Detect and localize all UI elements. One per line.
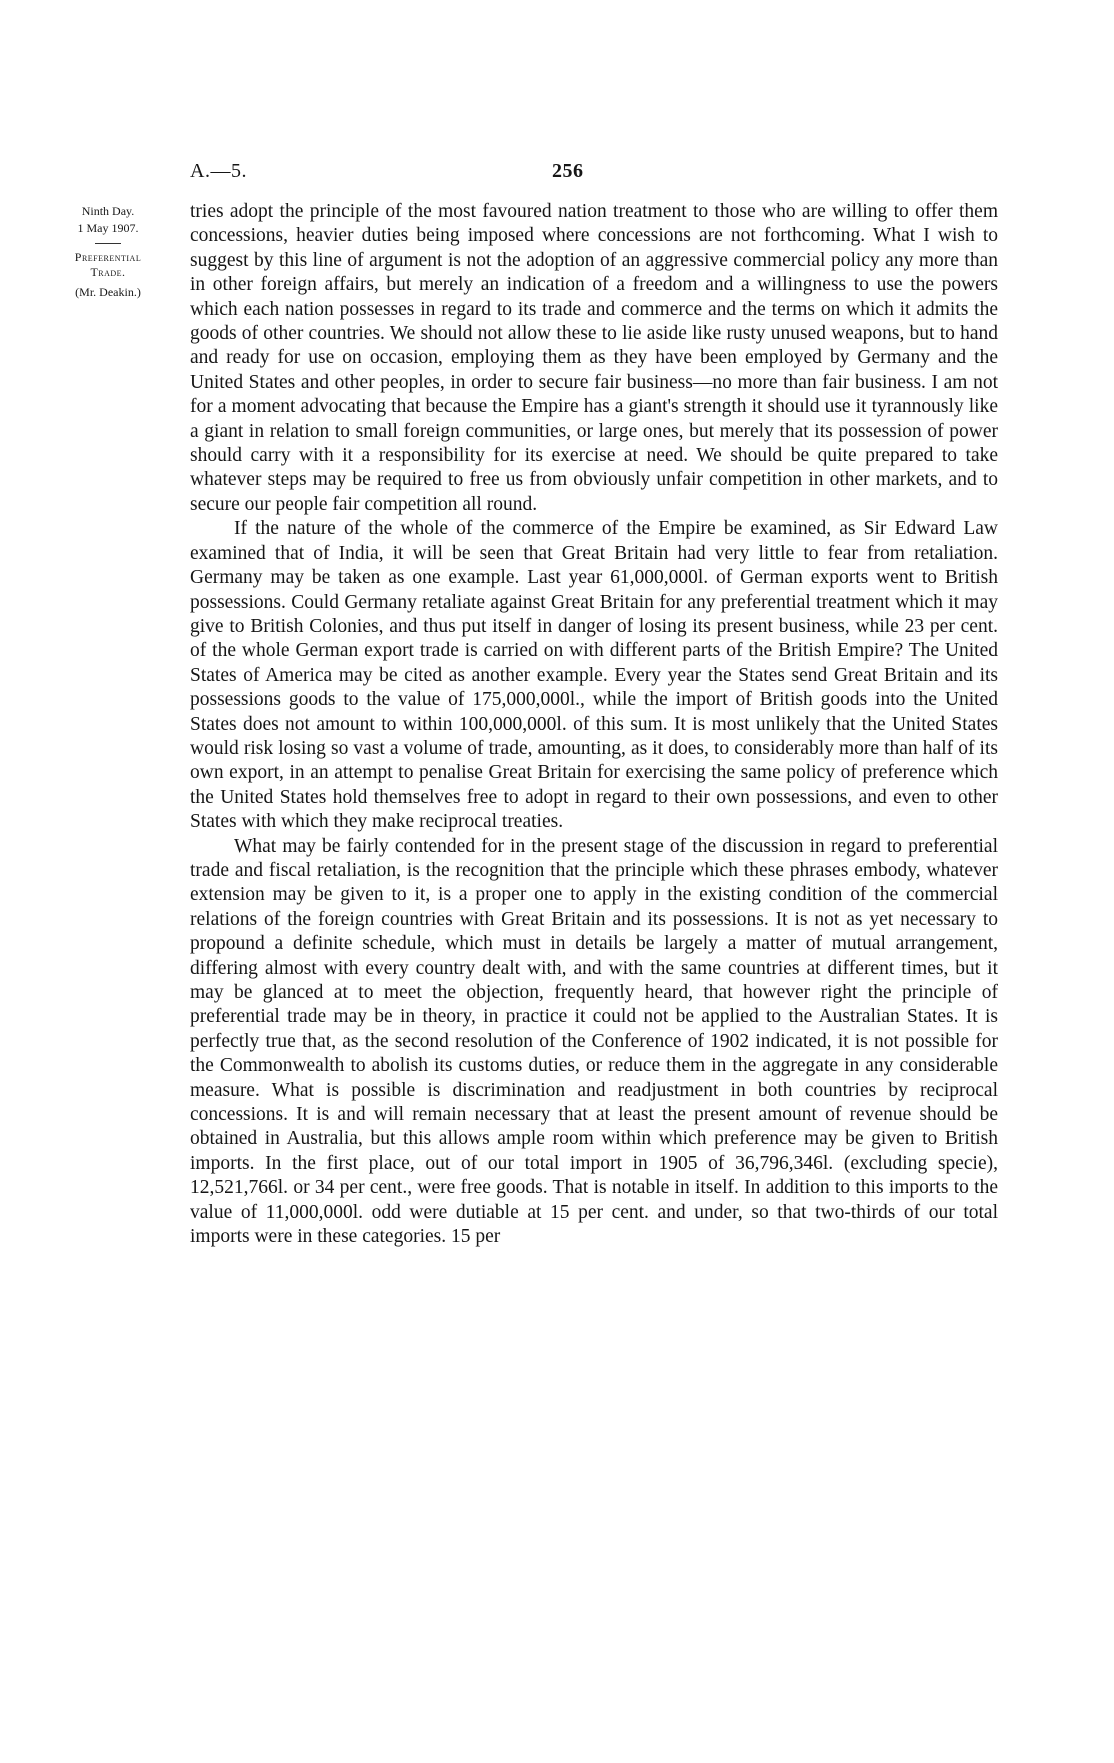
margin-speaker: (Mr. Deakin.) — [75, 285, 141, 299]
margin-divider — [95, 243, 121, 244]
page-header — [190, 160, 1010, 190]
margin-note — [38, 203, 178, 301]
page-reference: A.—5. — [190, 160, 247, 182]
margin-subject-line1: Preferential — [74, 250, 142, 264]
paragraph-1: tries adopt the principle of the most favoured nation treatment to those who are willing to offer them concessions, heavier duties being imposed where concessions are not forthcoming. What I wish to suggest by this line of argument is not the adoption of an aggressive commercial policy any more than in other foreign affairs, but merely an indication of a freedom and a willingness to use the powers which each nation possesses in regard to its trade and commerce and the terms on which it admits the goods of other countries. We should not allow these to lie aside like rusty unused weapons, but to hand and ready for use on occasion, employing them as they have been employed by Germany and the United States and other peoples, in order to secure fair business—no more than fair business. I am not for a moment advocating that because the Empire has a giant's strength it should use it tyrannously like a giant in relation to small foreign communities, or large ones, but merely that its possession of power should carry with it a responsibility for its exercise at need. We should be quite prepared to take whatever steps may be required to free us from obviously unfair competition in other markets, and to secure our people fair competition all round. — [190, 201, 998, 515]
margin-date: 1 May 1907. — [77, 221, 139, 235]
paragraph-2: If the nature of the whole of the commerce of the Empire be examined, as Sir Edward Law examined that of India, it will be seen that Great Britain had very little to fear from retaliation. Germany may be taken as one example. Last year 61,000,000l. of German exports went to British possessions. Could Germany retaliate against Great Britain for any preferential treatment which it may give to British Colonies, and thus put itself in danger of losing its present business, while 23 per cent. of the whole German export trade is carried on with different parts of the British Empire? The United States of America may be cited as another example. Every year the States send Great Britain and its possessions goods to the value of 175,000,000l., while the import of British goods into the United States does not amount to within 100,000,000l. of this sum. It is most unlikely that the United States would risk losing so vast a volume of trade, amounting, as it does, to considerably more than half of its own export, in an attempt to penalise Great Britain for exercising the same policy of preference which the United States hold themselves free to adopt in regard to their own possessions, and even to other States with which they make reciprocal treaties. — [190, 518, 998, 833]
margin-subject-line2: Trade. — [90, 265, 126, 279]
body-text — [190, 200, 998, 1249]
paragraph-3: What may be fairly contended for in the present stage of the discussion in regard to preferential trade and fiscal retaliation, is the recognition that the principle which these phrases embody, whatever extension may be given to it, is a proper one to apply in the existing condition of the commercial relations of the foreign countries with Great Britain and its possessions. It is not as yet necessary to propound a definite schedule, which must in details be largely a matter of mutual arrangement, differing almost with every country dealt with, and with the same countries at different times, but it may be glanced at to meet the objection, frequently heard, that however right the principle of preferential trade may be in theory, in practice it could not be applied to the Australian States. It is perfectly true that, as the second resolution of the Conference of 1902 indicated, it is not possible for the Commonwealth to abolish its customs duties, or reduce them in the aggregate in any considerable measure. What is possible is discrimination and readjustment in both countries by reciprocal concessions. It is and will remain necessary that at least the present amount of revenue should be obtained in Australia, but this allows ample room within which preference may be given to British imports. In the first place, out of our total import in 1905 of 36,796,346l. (excluding specie), 12,521,766l. or 34 per cent., were free goods. That is notable in itself. In addition to this imports to the value of 11,000,000l. odd were dutiable at 15 per cent. and under, so that two-thirds of our total imports were in these categories. 15 per — [190, 835, 998, 1248]
margin-day: Ninth Day. — [81, 204, 135, 218]
page-number: 256 — [552, 160, 584, 182]
